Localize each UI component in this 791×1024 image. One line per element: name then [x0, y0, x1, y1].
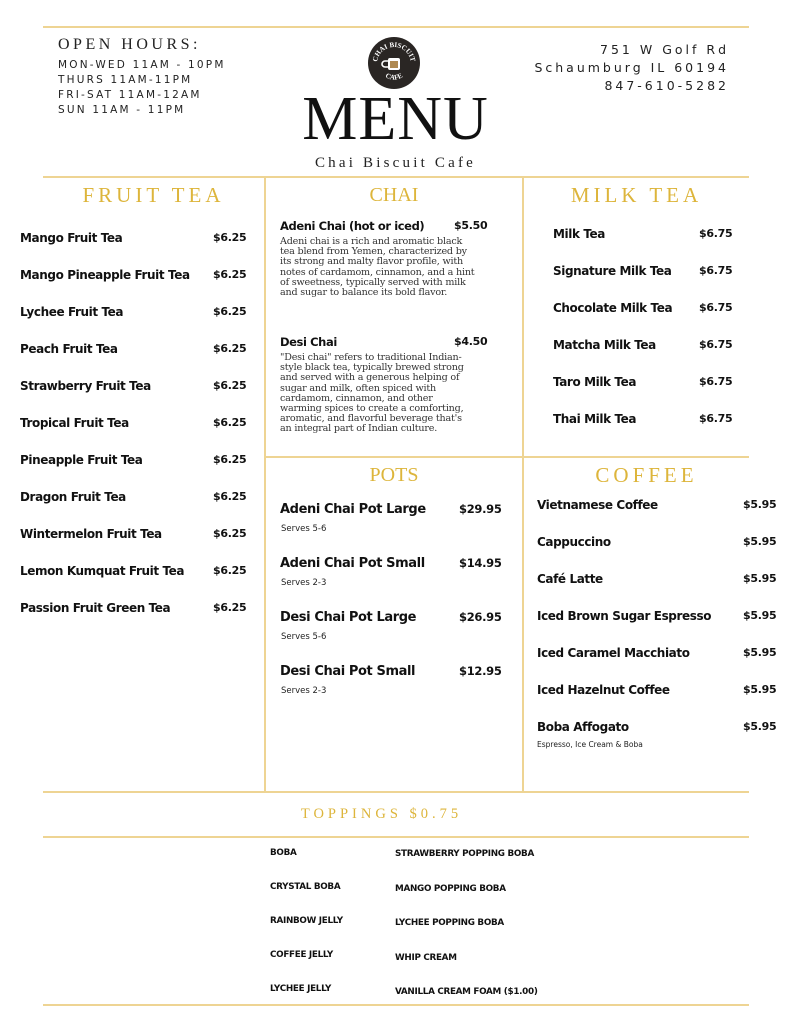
menu-item-name: Lychee Fruit Tea [20, 305, 124, 319]
hours-line: SUN 11AM - 11PM [58, 104, 186, 116]
hours-line: MON-WED 11AM - 10PM [58, 59, 226, 71]
menu-item-price: $12.95 [459, 664, 502, 678]
menu-item-name: Cappuccino [537, 535, 611, 549]
menu-item-note: Serves 5-6 [281, 524, 327, 534]
menu-item-price: $6.75 [699, 375, 733, 388]
menu-item-price: $6.25 [213, 268, 247, 281]
section-title-chai: CHAI [369, 184, 419, 206]
menu-item-price: $6.25 [213, 342, 247, 355]
menu-item-note: Espresso, Ice Cream & Boba [537, 740, 643, 749]
street-address: 751 W Golf Rd [600, 42, 729, 57]
toppings-divider [43, 836, 749, 838]
menu-item-price: $26.95 [459, 610, 502, 624]
section-title-fruit-tea: FRUIT TEA [82, 183, 225, 207]
topping-item: MANGO POPPING BOBA [395, 883, 506, 894]
menu-item-name: Desi Chai Pot Large [280, 610, 417, 625]
section-title-pots: POTS [369, 464, 419, 486]
menu-item-note: Serves 5-6 [281, 632, 327, 642]
section-title-milk-tea: MILK TEA [570, 183, 703, 207]
menu-item-description: "Desi chai" refers to traditional Indian-style black tea, typically brewed strong and served with a generous helping of sugar and milk, often spiced with cardamom, cinnamon, and other warming spices to create a comforting, aromatic, and flavorful beverage that's an integral part of Indian culture. [280, 352, 464, 435]
menu-item-name: Adeni Chai (hot or iced) [280, 219, 425, 233]
menu-item-price: $4.50 [454, 335, 488, 348]
page-title: MENU [302, 85, 489, 153]
menu-item-name: Adeni Chai Pot Small [280, 556, 425, 571]
menu-item-price: $5.95 [743, 572, 777, 585]
menu-item-name: Milk Tea [553, 227, 605, 241]
menu-item-name: Mango Fruit Tea [20, 231, 123, 245]
svg-text:CHAI BISCUIT: CHAI BISCUIT [371, 40, 417, 63]
menu-item-price: $5.50 [454, 219, 488, 232]
topping-item: LYCHEE POPPING BOBA [395, 918, 504, 928]
menu-item-price: $5.95 [743, 498, 777, 511]
menu-item-name: Pineapple Fruit Tea [20, 453, 143, 467]
menu-item-price: $5.95 [743, 683, 777, 696]
menu-item-name: Taro Milk Tea [553, 375, 637, 389]
bottom-border [43, 1004, 749, 1006]
menu-item-name: Iced Hazelnut Coffee [537, 683, 670, 697]
hours-line: THURS 11AM-11PM [58, 74, 193, 86]
menu-item-name: Dragon Fruit Tea [20, 490, 126, 504]
topping-item: WHIP CREAM [395, 952, 457, 963]
menu-item-name: Mango Pineapple Fruit Tea [20, 268, 190, 282]
menu-item-name: Iced Caramel Macchiato [537, 646, 690, 660]
coffee-cup-icon [368, 37, 420, 89]
menu-item-price: $5.95 [743, 720, 777, 733]
svg-text:CAFE: CAFE [384, 71, 404, 82]
menu-item-note: Serves 2-3 [281, 686, 327, 696]
menu-item-name: Signature Milk Tea [553, 264, 672, 278]
page-subtitle: Chai Biscuit Cafe [314, 155, 477, 171]
topping-item: RAINBOW JELLY [270, 916, 343, 926]
menu-item-name: Desi Chai [280, 335, 337, 349]
menu-item-name: Passion Fruit Green Tea [20, 601, 171, 615]
columns-bottom-border [43, 791, 749, 793]
menu-item-price: $6.25 [213, 601, 247, 614]
menu-item-name: Chocolate Milk Tea [553, 301, 673, 315]
menu-item-price: $6.75 [699, 412, 733, 425]
menu-item-name: Wintermelon Fruit Tea [20, 527, 162, 541]
menu-item-description: Adeni chai is a rich and aromatic black tea blend from Yemen, characterized by its strong and malty flavor profile, with notes of cardamom, cinnamon, and a hint of sweetness, typically served with milk and sugar to balance its bold flavor. [280, 236, 475, 299]
phone-number: 847-610-5282 [604, 78, 729, 93]
topping-item: VANILLA CREAM FOAM ($1.00) [395, 987, 538, 997]
menu-item-price: $29.95 [459, 502, 502, 516]
menu-item-name: Boba Affogato [537, 720, 629, 734]
menu-item-name: Adeni Chai Pot Large [280, 502, 426, 517]
address-block [534, 41, 729, 95]
menu-item-price: $5.95 [743, 609, 777, 622]
menu-item-name: Lemon Kumquat Fruit Tea [20, 564, 185, 578]
open-hours-title: OPEN HOURS: [58, 36, 201, 53]
cafe-logo [368, 37, 420, 89]
hours-line: FRI-SAT 11AM-12AM [58, 89, 202, 101]
menu-item-name: Desi Chai Pot Small [280, 664, 416, 679]
menu-item-price: $6.25 [213, 490, 247, 503]
menu-item-price: $6.75 [699, 227, 733, 240]
menu-item-name: Iced Brown Sugar Espresso [537, 609, 712, 623]
menu-item-name: Café Latte [537, 572, 603, 586]
menu-item-price: $6.75 [699, 301, 733, 314]
menu-item-price: $6.25 [213, 305, 247, 318]
menu-item-price: $6.25 [213, 416, 247, 429]
menu-item-name: Vietnamese Coffee [537, 498, 658, 512]
menu-item-price: $6.25 [213, 231, 247, 244]
city-state-zip: Schaumburg IL 60194 [534, 60, 729, 75]
topping-item: COFFEE JELLY [270, 950, 333, 960]
menu-item-name: Tropical Fruit Tea [20, 416, 129, 430]
menu-item-price: $6.75 [699, 264, 733, 277]
menu-item-name: Matcha Milk Tea [553, 338, 656, 352]
topping-item: LYCHEE JELLY [270, 984, 332, 994]
chai-pots-divider [264, 456, 749, 458]
menu-item-price: $6.25 [213, 564, 247, 577]
menu-item-price: $6.75 [699, 338, 733, 351]
menu-item-price: $6.25 [213, 453, 247, 466]
section-title-toppings: TOPPINGS $0.75 [300, 806, 463, 822]
topping-item: BOBA [270, 848, 297, 858]
menu-item-price: $14.95 [459, 556, 502, 570]
menu-item-price: $5.95 [743, 535, 777, 548]
menu-item-name: Thai Milk Tea [553, 412, 637, 426]
menu-item-note: Serves 2-3 [281, 578, 327, 588]
top-border [43, 26, 749, 28]
topping-item: STRAWBERRY POPPING BOBA [395, 849, 534, 859]
menu-item-price: $6.25 [213, 527, 247, 540]
section-title-coffee: COFFEE [595, 463, 698, 487]
header-divider [43, 176, 749, 178]
menu-item-price: $5.95 [743, 646, 777, 659]
menu-item-price: $6.25 [213, 379, 247, 392]
menu-item-name: Peach Fruit Tea [20, 342, 118, 356]
topping-item: CRYSTAL BOBA [270, 882, 341, 892]
menu-item-name: Strawberry Fruit Tea [20, 379, 151, 393]
